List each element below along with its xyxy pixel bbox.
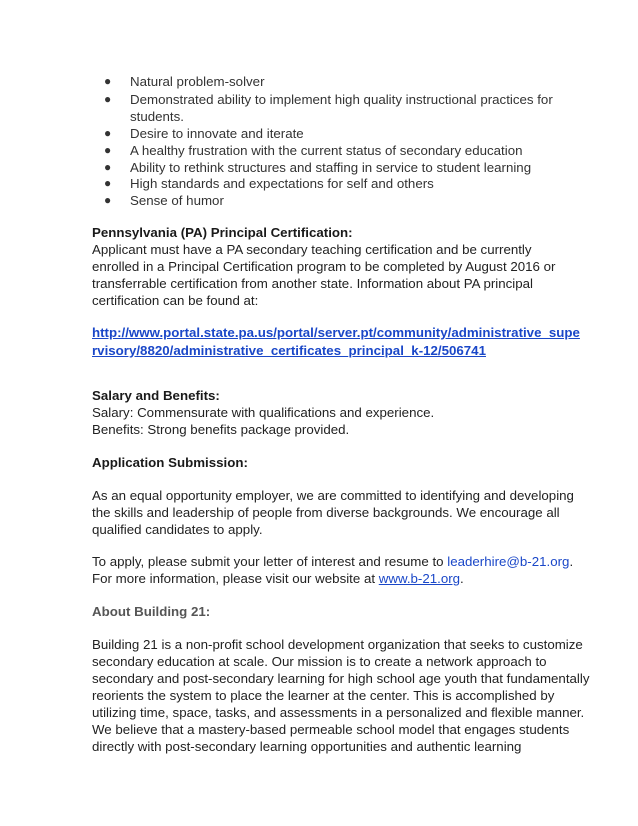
application-text: qualified candidates to apply.: [92, 522, 263, 537]
list-item: Sense of humor: [130, 193, 224, 208]
website-link[interactable]: www.b-21.org: [378, 571, 461, 586]
salary-heading: Salary and Benefits:: [92, 388, 220, 403]
email-link[interactable]: leaderhire@b-21.org: [447, 554, 570, 569]
bullet-glyph: ●: [104, 143, 112, 157]
application-text: the skills and leadership of people from diverse backgrounds. We encourage all: [92, 505, 560, 520]
bullet-glyph: ●: [104, 176, 112, 190]
list-item: Desire to innovate and iterate: [130, 126, 304, 141]
list-item: Natural problem-solver: [130, 74, 265, 89]
list-item-continuation: students.: [130, 109, 184, 124]
apply-prefix: To apply, please submit your letter of interest and resume to: [92, 554, 448, 569]
website-info: [92, 570, 464, 587]
about-text: reorients the system to place the learner at the center. This is accomplished by: [92, 688, 555, 703]
application-heading: Application Submission:: [92, 455, 248, 470]
bullet-glyph: ●: [104, 193, 112, 207]
pa-certification-text: certification can be found at:: [92, 293, 259, 308]
info-suffix: .: [460, 571, 464, 586]
pa-certification-text: enrolled in a Principal Certification program to be completed by August 2016 or: [92, 259, 556, 274]
pa-certification-text: transferrable certification from another state. Information about PA principal: [92, 276, 533, 291]
pa-certification-heading: Pennsylvania (PA) Principal Certification:: [92, 225, 353, 240]
about-text: secondary and post-secondary learning for high school age youth that fundamentally: [92, 671, 590, 686]
pa-certification-text: Applicant must have a PA secondary teaching certification and be currently: [92, 242, 532, 257]
pa-certification-link-continued[interactable]: rvisory/8820/administrative_certificates_principal_k-12/506741: [92, 343, 486, 358]
about-text: secondary education at scale. Our mission is to create a network approach to: [92, 654, 547, 669]
list-item: Demonstrated ability to implement high quality instructional practices for: [130, 92, 553, 107]
pa-certification-link[interactable]: http://www.portal.state.pa.us/portal/server.pt/community/administrative_supe: [92, 325, 580, 340]
bullet-glyph: ●: [104, 160, 112, 174]
list-item: High standards and expectations for self and others: [130, 176, 434, 191]
salary-text: Salary: Commensurate with qualifications and experience.: [92, 405, 435, 420]
info-prefix: For more information, please visit our website at: [92, 571, 379, 586]
about-heading: About Building 21:: [92, 604, 211, 619]
benefits-text: Benefits: Strong benefits package provided.: [92, 422, 350, 437]
list-item: Ability to rethink structures and staffing in service to student learning: [130, 160, 532, 175]
bullet-glyph: ●: [104, 92, 112, 106]
about-text: directly with post-secondary learning opportunities and authentic learning: [92, 739, 522, 754]
about-text: Building 21 is a non-profit school development organization that seeks to customize: [92, 637, 583, 652]
about-text: utilizing time, space, tasks, and assessments in a personalized and flexible manner.: [92, 705, 585, 720]
application-text: As an equal opportunity employer, we are committed to identifying and developing: [92, 488, 574, 503]
list-item: A healthy frustration with the current status of secondary education: [130, 143, 523, 158]
bullet-glyph: ●: [104, 74, 112, 88]
about-text: We believe that a mastery-based permeable school model that engages students: [92, 722, 570, 737]
apply-instructions: [92, 553, 573, 570]
bullet-glyph: ●: [104, 126, 112, 140]
apply-suffix: .: [569, 554, 574, 569]
